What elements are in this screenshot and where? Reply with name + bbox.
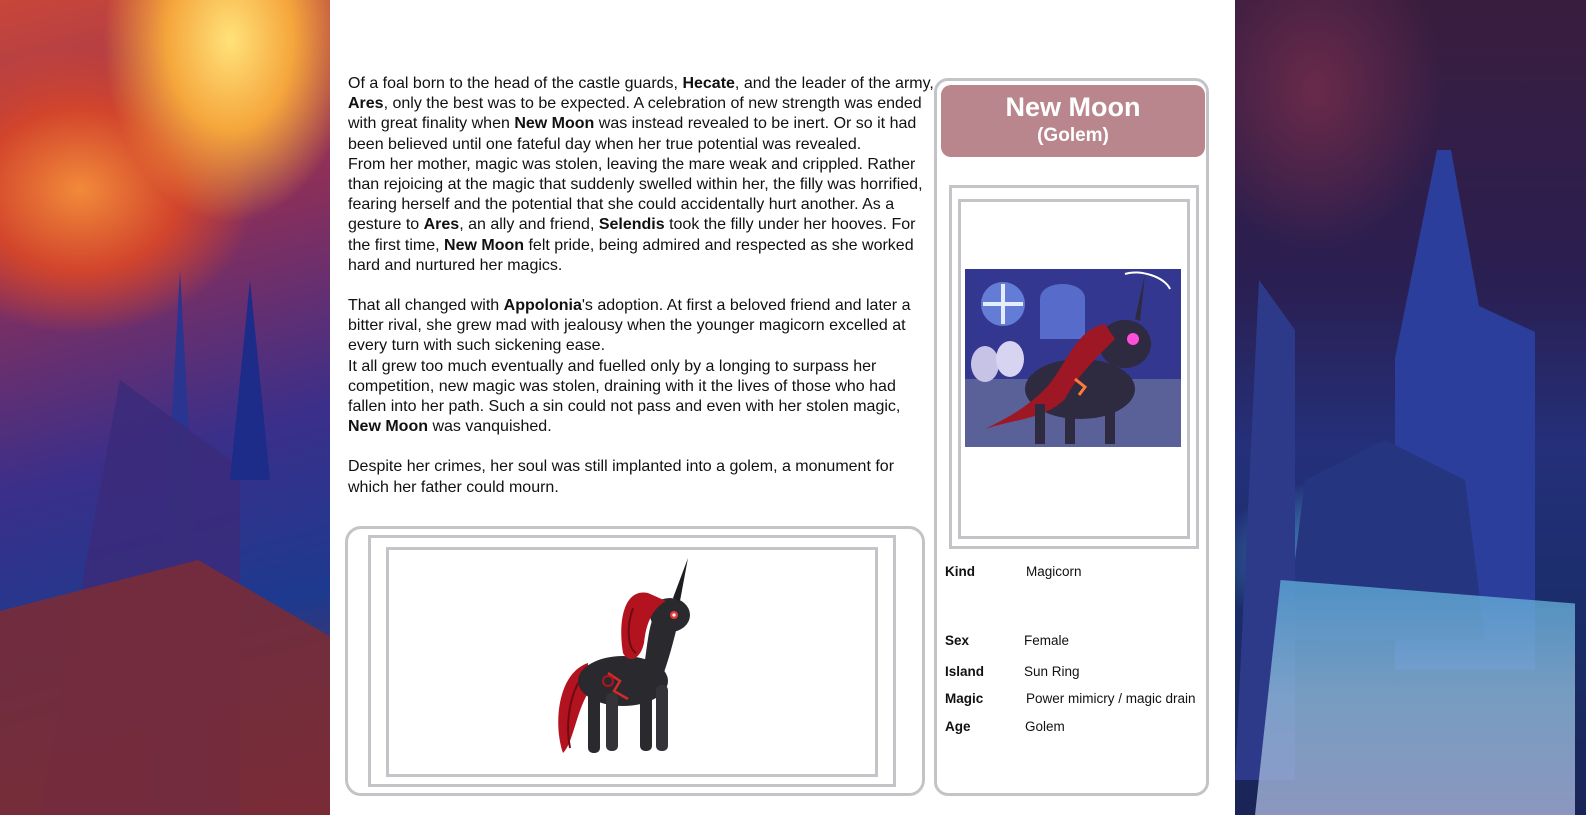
character-title-box (941, 85, 1205, 157)
story-name-highlight: Hecate (682, 75, 735, 92)
background-left-art (0, 0, 330, 815)
info-label: Age (945, 719, 971, 734)
character-artwork (965, 269, 1181, 447)
story-name-highlight: Ares (348, 95, 384, 113)
character-subtitle: (Golem) (1037, 125, 1109, 146)
info-value: Golem (1025, 719, 1065, 734)
character-card (934, 78, 1209, 796)
info-value: Magicorn (1026, 564, 1082, 579)
character-name: New Moon (1005, 92, 1141, 122)
info-label: Kind (945, 564, 975, 579)
story-name-highlight: Ares (423, 216, 460, 234)
story-text (348, 74, 934, 498)
info-label: Island (945, 664, 985, 679)
story-name-highlight: New Moon (348, 418, 428, 436)
info-value: Power mimicry / magic drain (1026, 691, 1196, 706)
reference-frame (345, 526, 925, 796)
info-label: Magic (945, 691, 984, 706)
pony-reference-image (548, 553, 698, 763)
story-name-highlight: Selendis (598, 216, 665, 234)
story-text-run: , and the leader of the army, (734, 75, 934, 92)
info-value: Female (1024, 633, 1070, 648)
story-name-highlight: Appolonia (503, 297, 582, 315)
story-text-run: felt pride, being admired and respected as she worked hard and nurtured her magics. (348, 236, 914, 274)
story-paragraph-5 (348, 457, 934, 497)
story-text-run: took the filly under her hooves. For the first time, (348, 216, 916, 254)
info-value: Sun Ring (1024, 664, 1080, 679)
story-text-run: was instead revealed to be inert. Or so it had been believed until one fateful day when her true potential was revealed. (348, 115, 917, 153)
story-text-run: Of a foal born to the head of the castle guards, (348, 75, 683, 92)
info-label: Sex (945, 633, 970, 648)
story-paragraph-3 (348, 296, 934, 357)
story-name-highlight: New Moon (444, 236, 525, 254)
bio-sheet (330, 0, 1235, 815)
story-text-run: It all grew too much eventually and fuelled only by a longing to surpass her competition, new magic was stolen, draining with it the lives of those who had fallen into her path. Such a sin could not pass and even with her stolen magic, (348, 357, 901, 416)
story-text-run: , only the best was to be expected. A celebration of new strength was ended with great finality when (348, 95, 922, 133)
story-text-run: 's adoption. At first a beloved friend and later a bitter rival, she grew mad with jealousy when the younger magicorn excelled at every turn with such sickening ease. (348, 297, 911, 355)
story-paragraph-1 (348, 74, 934, 155)
story-text-run: was vanquished. (428, 418, 552, 436)
story-text-run: , an ally and friend, (459, 216, 599, 234)
story-paragraph-4 (348, 357, 934, 438)
story-text-run: Despite her crimes, her soul was still implanted into a golem, a monument for which her father could mourn. (348, 458, 895, 496)
story-text-run: That all changed with (348, 297, 504, 315)
story-name-highlight: New Moon (514, 115, 595, 133)
story-paragraph-2 (348, 155, 934, 276)
background-right-art (1235, 0, 1586, 815)
story-text-run: From her mother, magic was stolen, leaving the mare weak and crippled. Rather than rejoicing at the magic that suddenly swelled within her, the filly was horrified, fearing herself and the potential that she could accidentally hurt another. As a gesture to (348, 155, 923, 234)
